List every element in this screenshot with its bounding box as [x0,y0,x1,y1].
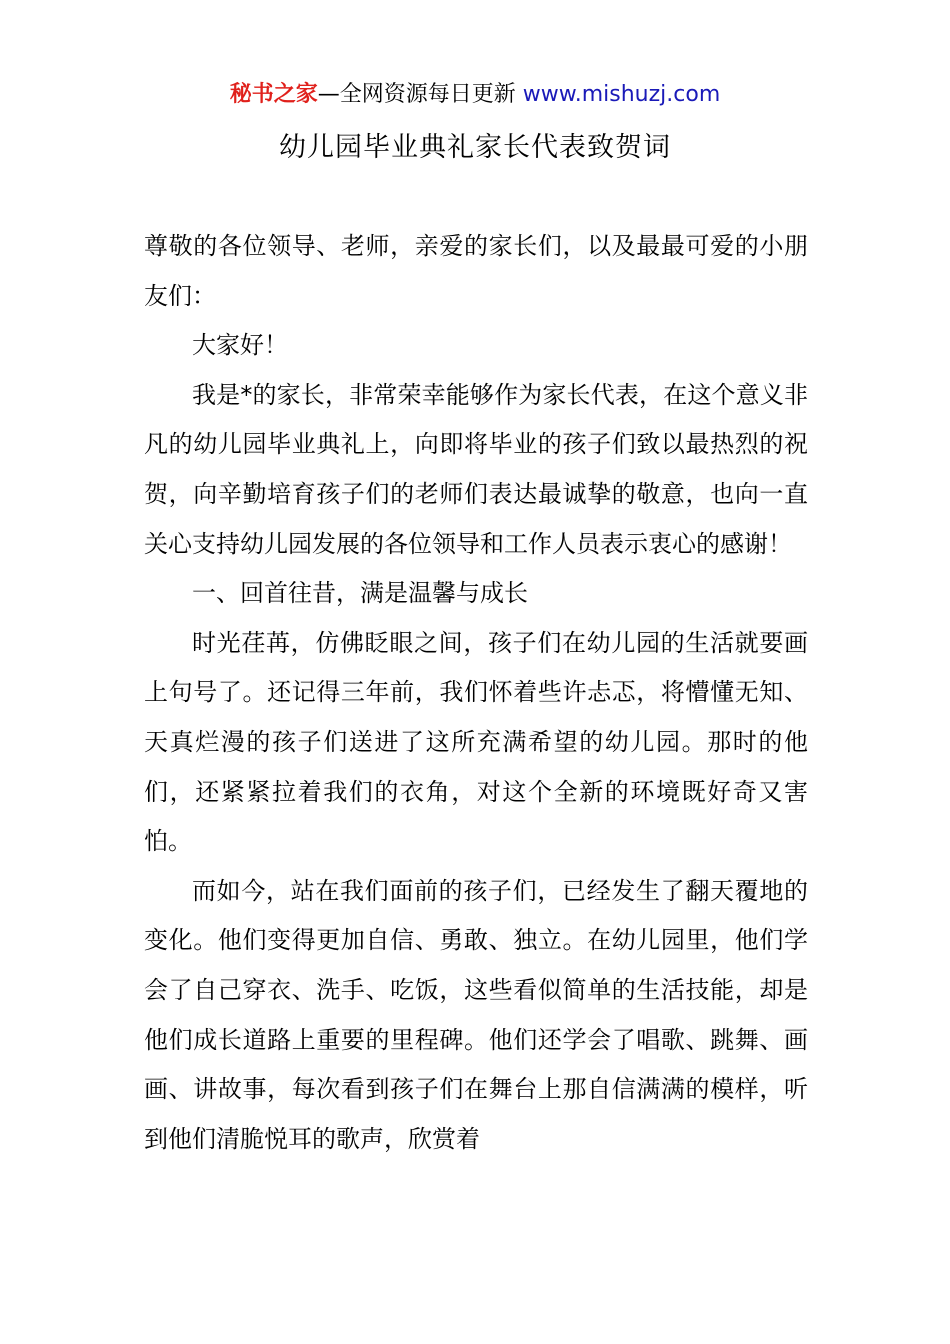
greeting: 大家好！ [192,331,288,360]
paragraph-growth: 而如今，站在我们面前的孩子们，已经发生了翻天覆地的变化。他们变得更加自信、勇敢、独立。在幼儿园里，他们学会了自己穿衣、洗手、吃饭，这些看似简单的生活技能，却是他们成长道路上重要的里程碑。他们还学会了唱歌、跳舞、画画、讲故事，每次看到孩子们在舞台上那自信满满的模样，听到他们清脆悦耳的歌声，欣赏着 [144,876,808,1153]
site-url-link[interactable]: www.mishuzj.com [522,82,721,107]
section-heading: 一、回首往昔，满是温馨与成长 [192,579,528,608]
document-title: 幼儿园毕业典礼家长代表致贺词 [279,132,671,163]
paragraph-memories: 时光荏苒，仿佛眨眼之间，孩子们在幼儿园的生活就要画上句号了。还记得三年前，我们怀着些许忐忑，将懵懂无知、天真烂漫的孩子们送进了这所充满希望的幼儿园。那时的他们，还紧紧拉着我们的衣角，对这个全新的环境既好奇又害怕。 [144,628,808,856]
site-tagline: —全网资源每日更新 [317,82,523,107]
salutation: 尊敬的各位领导、老师，亲爱的家长们，以及最最可爱的小朋友们： [144,232,808,310]
brand-name: 秘书之家 [229,82,318,107]
site-header [0,78,950,112]
paragraph-intro: 我是*的家长，非常荣幸能够作为家长代表，在这个意义非凡的幼儿园毕业典礼上，向即将毕业的孩子们致以最热烈的祝贺，向辛勤培育孩子们的老师们表达最诚挚的敬意，也向一直关心支持幼儿园发展的各位领导和工作人员表示衷心的感谢！ [144,380,808,558]
document-body [144,222,808,1164]
